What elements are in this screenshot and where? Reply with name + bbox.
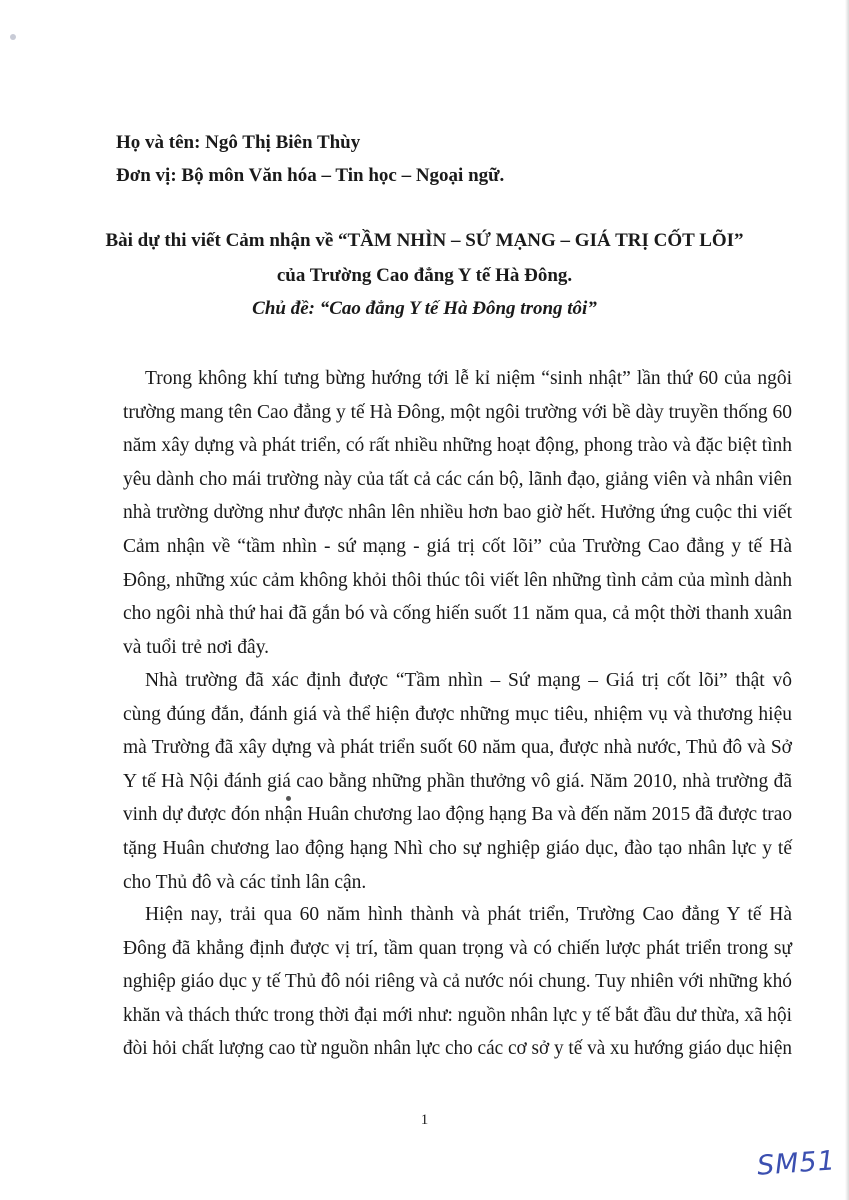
paragraph-1-line-6: Cảm nhận về “tầm nhìn - sứ mạng - giá trị cốt lõi” của Trường Cao đẳng y tế Hà bbox=[123, 536, 792, 557]
paragraph-2-line-1: Nhà trường đã xác định được “Tầm nhìn – Sứ mạng – Giá trị cốt lõi” thật vô bbox=[145, 670, 792, 691]
paragraph-1-line-7: Đông, những xúc cảm không khỏi thôi thúc tôi viết lên những tình cảm của mình dành bbox=[123, 569, 792, 591]
paragraph-2-line-4: Y tế Hà Nội đánh giá cao bằng những phần thưởng vô giá. Năm 2010, nhà trường đã bbox=[123, 770, 792, 792]
paragraph-2-line-2: cùng đúng đắn, đánh giá và thể hiện được những mục tiêu, nhiệm vụ và thương hiệu bbox=[123, 703, 792, 725]
essay-theme-line: Chủ đề: “Cao đẳng Y tế Hà Đông trong tôi” bbox=[252, 298, 597, 319]
paragraph-3-line-1: Hiện nay, trải qua 60 năm hình thành và phát triển, Trường Cao đẳng Y tế Hà bbox=[145, 904, 792, 925]
paragraph-1-line-3: năm xây dựng và phát triển, có rất nhiều những hoạt động, phong trào và đặc biệt tình bbox=[123, 435, 792, 457]
paragraph-3-line-5: đòi hỏi chất lượng cao từ nguồn nhân lực cho các cơ sở y tế và xu hướng giáo dục hiện bbox=[123, 1038, 792, 1060]
paragraph-3-line-4: khăn và thách thức trong thời đại mới như: nguồn nhân lực y tế bắt đầu dư thừa, xã hội bbox=[123, 1004, 792, 1026]
paragraph-3-line-2: Đông đã khẳng định được vị trí, tầm quan trọng và có chiến lược phát triển trong sự bbox=[123, 937, 792, 959]
page-edge-shadow bbox=[845, 0, 849, 1200]
paragraph-2-line-3: mà Trường đã xây dựng và phát triển suốt 60 năm qua, được nhà nước, Thủ đô và Sở bbox=[123, 737, 792, 759]
paragraph-1-line-5: nhà trường dường như được nhân lên nhiều hơn bao giờ hết. Hưởng ứng cuộc thi viết bbox=[123, 502, 792, 524]
paragraph-2-line-7: cho Thủ đô và các tỉnh lân cận. bbox=[123, 871, 367, 893]
paragraph-1-line-2: trường mang tên Cao đẳng y tế Hà Đông, một ngôi trường với bề dày truyền thống 60 bbox=[123, 401, 792, 423]
paragraph-2-line-6: tặng Huân chương lao động hạng Nhì cho sự nghiệp giáo dục, đào tạo nhân lực y tế bbox=[123, 838, 792, 859]
paragraph-1-line-1: Trong không khí tưng bừng hướng tới lễ kỉ niệm “sinh nhật” lần thứ 60 của ngôi bbox=[145, 368, 792, 389]
paragraph-3-line-3: nghiệp giáo dục y tế Thủ đô nói riêng và cả nước nói chung. Tuy nhiên với những khó bbox=[123, 971, 792, 993]
scan-mark bbox=[10, 34, 16, 40]
paragraph-1-line-4: yêu dành cho mái trường này của tất cả các cán bộ, lãnh đạo, giảng viên và nhân viên bbox=[123, 468, 792, 490]
author-name-line: Họ và tên: Ngô Thị Biên Thùy bbox=[116, 132, 361, 153]
essay-title-line-1: Bài dự thi viết Cảm nhận về “TẦM NHÌN – SỨ MẠNG – GIÁ TRỊ CỐT LÕI” bbox=[105, 230, 744, 251]
paragraph-1-line-9: và tuổi trẻ nơi đây. bbox=[123, 636, 270, 658]
paragraph-2-line-5: vinh dự được đón nhận Huân chương lao động hạng Ba và đến năm 2015 đã được trao bbox=[123, 804, 792, 826]
page-number: 1 bbox=[420, 1112, 429, 1128]
handwritten-margin-note: SM51 bbox=[756, 1145, 837, 1182]
author-unit-line: Đơn vị: Bộ môn Văn hóa – Tin học – Ngoại ngữ. bbox=[116, 165, 505, 186]
scan-speck bbox=[286, 796, 291, 801]
essay-title-line-2: của Trường Cao đẳng Y tế Hà Đông. bbox=[276, 265, 573, 286]
paragraph-1-line-8: cho ngôi nhà thứ hai đã gắn bó và cống hiến suốt 11 năm qua, cả một thời thanh xuân bbox=[123, 603, 792, 625]
